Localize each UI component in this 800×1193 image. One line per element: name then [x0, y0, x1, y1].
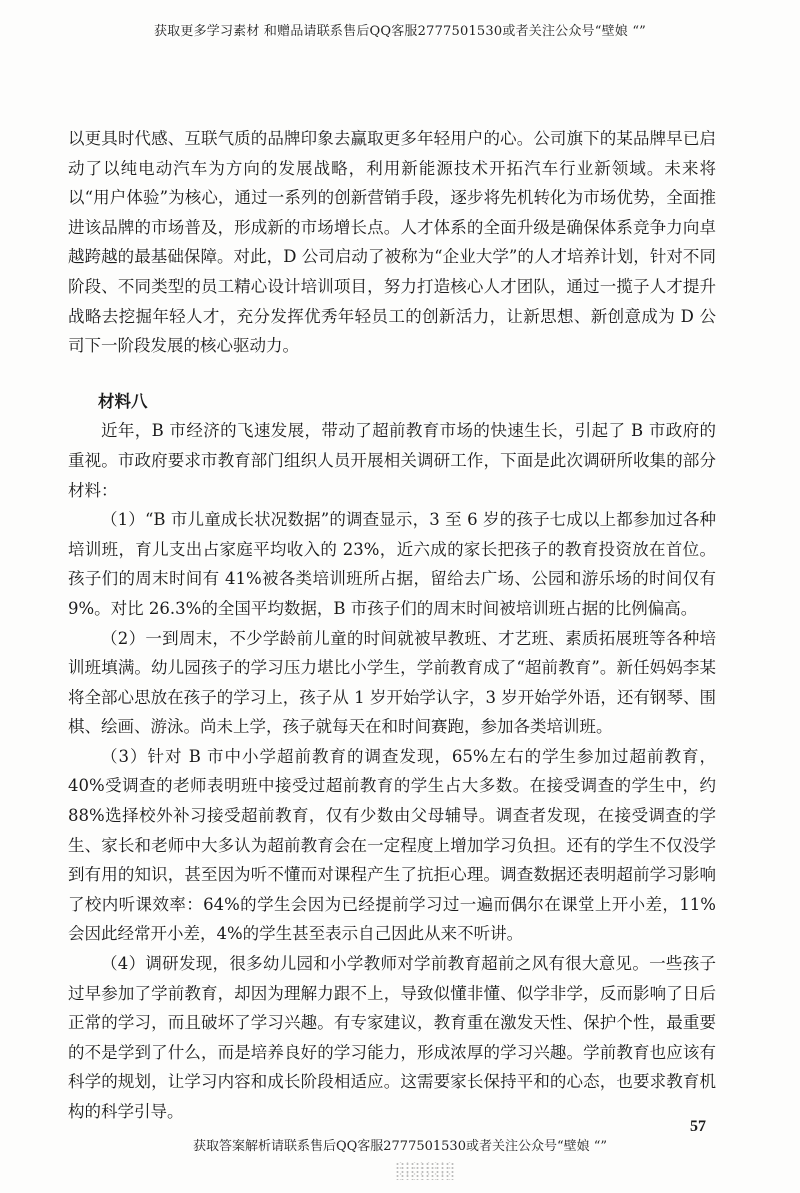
- material-item-3: （3）针对 B 市中小学超前教育的调查发现，65%左右的学生参加过超前教育，40%受调查的老师表明班中接受过超前教育的学生占大多数。在接受调查的学生中，约 88%选择校外补习接受超前教育，仅有少数由父母辅导。调查者发现，在接受调查的学生、家长和老师中大多认为超前教育会在一定程度上增加学习负担。还有的学生不仅没学到有用的知识，甚至因为听不懂而对课程产生了抗拒心理。调查数据还表明超前学习影响了校内听课效率：64%的学生会因为已经提前学习过一遍而偶尔在课堂上开小差，11%会因此经常开小差，4%的学生甚至表示自己因此从来不听讲。: [68, 746, 716, 944]
- section-intro-paragraph: 近年，B 市经济的飞速发展，带动了超前教育市场的快速生长，引起了 B 市政府的重视。市政府要求市教育部门组织人员开展相关调研工作，下面是此次调研所收集的部分材料：: [68, 421, 716, 500]
- material-item-4: （4）调研发现，很多幼儿园和小学教师对学前教育超前之风有很大意见。一些孩子过早参加了学前教育，却因为理解力跟不上，导致似懂非懂、似学非学，反而影响了日后正常的学习，而且破坏了学习兴趣。有专家建议，教育重在激发天性、保护个性，最重要的不是学到了什么，而是培养良好的学习能力，形成浓厚的学习兴趣。学前教育也应该有科学的规划，让学习内容和成长阶段相适应。这需要家长保持平和的心态，也要求教育机构的科学引导。: [68, 954, 716, 1121]
- footer-banner: 获取答案解析请联系售后QQ客服2777501530或者关注公众号“壁娘 “”: [192, 1139, 608, 1154]
- page-number: 57: [690, 1118, 706, 1135]
- header-banner: 获取更多学习素材 和赠品请联系售后QQ客服2777501530或者关注公众号“壁娘 “”: [153, 24, 647, 39]
- intro-paragraph: 以更具时代感、互联气质的品牌印象去赢取更多年轻用户的心。公司旗下的某品牌早已启动了以纯电动汽车为方向的发展战略，利用新能源技术开拓汽车行业新领域。未来将以“用户体验”为核心，通过一系列的创新营销手段，逐步将先机转化为市场优势，全面推进该品牌的市场普及，形成新的市场增长点。人才体系的全面升级是确保体系竞争力向卓越跨越的最基础保障。对此，D 公司启动了被称为“企业大学”的人才培养计划，针对不同阶段、不同类型的员工精心设计培训项目，努力打造核心人才团队，通过一揽子人才提升战略去挖掘年轻人才，充分发挥优秀年轻员工的创新活力，让新思想、新创意成为 D 公司下一阶段发展的核心驱动力。: [68, 129, 716, 356]
- material-item-2: （2）一到周末，不少学龄前儿童的时间就被早教班、才艺班、素质拓展班等各种培训班填满。幼儿园孩子的学习压力堪比小学生，学前教育成了“超前教育”。新任妈妈李某将全部心思放在孩子的学习上，孩子从 1 岁开始学认字，3 岁开始学外语，还有钢琴、围棋、绘画、游泳。尚未上学，孩子就每天在和时间赛跑，参加各类培训班。: [68, 628, 716, 737]
- material-item-1: （1）“B 市儿童成长状况数据”的调查显示，3 至 6 岁的孩子七成以上都参加过各种培训班，育儿支出占家庭平均收入的 23%，近六成的家长把孩子的教育投资放在首位。孩子们的周末时间有 41%被各类培训班所占据，留给去广场、公园和游乐场的时间仅有 9%。对比 26.3%的全国平均数据，B 市孩子们的周末时间被培训班占据的比例偏高。: [68, 510, 716, 618]
- document-body: [68, 124, 716, 1127]
- section-title: 材料八: [98, 391, 148, 411]
- scan-noise-speckle: [395, 1162, 455, 1180]
